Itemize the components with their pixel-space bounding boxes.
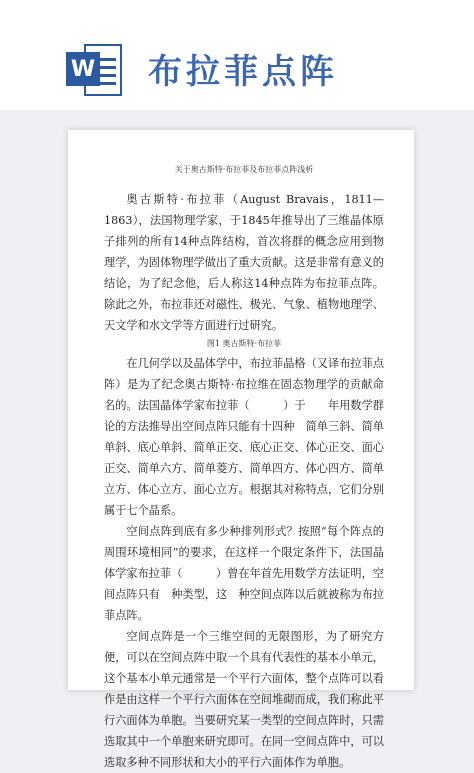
paragraph: 空间点阵是一个三维空间的无限图形，为了研究方便，可以在空间点阵中取一个具有代表性的基本小单元，这个基本小单元通常是一个平行六面体，整个点阵可以看作是由这样一个平行六面体在空间堆砌而成，我们称此平行六面体为单胞。当要研究某一类型的空间点阵时，只需选取其中一个单胞来研究即可。在同一空间点阵中，可以选取多种不同形状和大小的平行六面体作为单胞。 xyxy=(104,630,384,769)
word-document-icon xyxy=(66,42,122,98)
paragraph: 在几何学以及晶体学中，布拉菲晶格（又译布拉菲点阵）是为了纪念奥古斯特·布拉维在固态物理学的贡献命名的。法国晶体学家布拉菲（ ）于 年用数学群论的方法推导出空间点阵只能有十四种 简单三斜、简单单斜、底心单斜、简单正交、底心正交、体心正交、面心正交、简单六方、简单菱方、简单四方、体心四方、简单立方、体心立方、面心立方。根据其对称特点，它们分别属于七个晶系。 xyxy=(104,357,384,517)
paragraph: 空间点阵到底有多少种排列形式？按照“每个阵点的周围环境相同”的要求，在这样一个限定条件下，法国晶体学家布拉菲（ ）曾在年首先用数学方法证明，空间点阵只有 种类型，这 种空间点阵以后就被称为布拉菲点阵。 xyxy=(104,525,384,622)
word-badge: W xyxy=(66,52,100,86)
document-title: 关于奥古斯特·布拉菲及布拉菲点阵浅析 xyxy=(174,165,314,174)
document-page xyxy=(68,130,414,769)
header-banner xyxy=(0,0,474,110)
banner-title: 布拉菲点阵 xyxy=(148,52,338,92)
paragraph: 奥古斯特·布拉菲（August Bravais，1811—1863），法国物理学家，于1845年推导出了三维晶体原子排列的所有14种点阵结构，首次将群的概念应用到物理学，为固体物理学做出了重大贡献。这是非常有意义的结论，为了纪念他，后人称这14种点阵为布拉菲点阵。除此之外，布拉菲还对磁性、极光、气象、植物地理学、天文学和水文学等方面进行过研究。 xyxy=(104,193,384,332)
figure-caption: 图1 奥古斯特·布拉菲 xyxy=(206,339,282,348)
